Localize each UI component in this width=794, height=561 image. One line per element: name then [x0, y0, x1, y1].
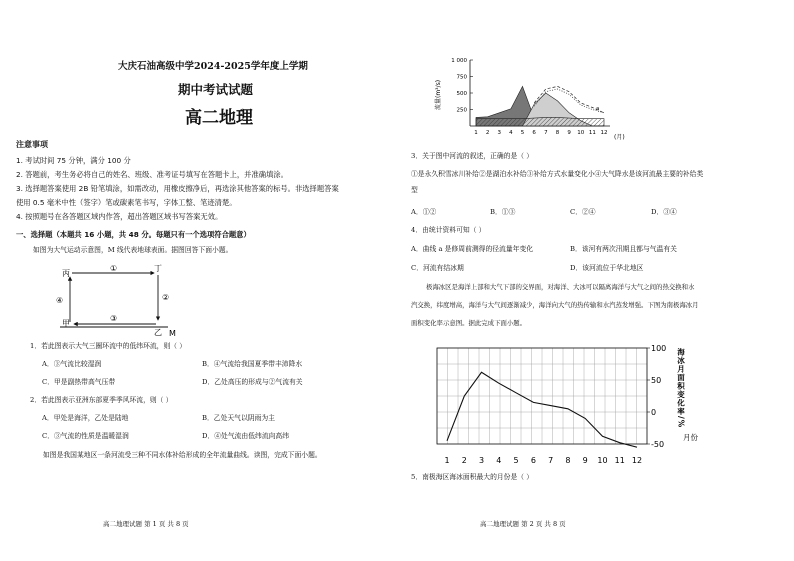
ice-x-tick-label: 5	[513, 456, 519, 465]
flow-y-tick-label: 500	[456, 91, 467, 97]
q2-option-d[interactable]: D．④处气流由低纬流向高纬	[202, 432, 290, 440]
flow-y-tick-label: 250	[456, 107, 467, 114]
q4-stem: 4．由统计资料可知（ ）	[411, 226, 486, 234]
flow-x-tick-label: 5	[520, 130, 525, 136]
q1-stem: 1．若此图表示大气三圈环流中的低纬环流，则（ ）	[30, 342, 187, 350]
q2-stem: 2．若此图表示亚洲东部夏季季风环流，则（ ）	[30, 396, 173, 404]
passage-line-3: 面积变化率示意图。据此完成下面小题。	[411, 319, 527, 327]
q5-stem: 5．南极海区海冰面积最大的月份是（ ）	[411, 473, 534, 481]
q3-option-c[interactable]: C．②④	[570, 208, 596, 216]
flow-y-tick-label: 1 000	[451, 58, 467, 64]
flow-x-tick-label: 9	[567, 130, 571, 136]
passage-line-1: 极海冰区是海洋上部和大气下部的交界面，对海洋、大冰可以隔离海洋与大气之间的热交换和水	[426, 283, 695, 291]
subject-title: 高二地理	[185, 108, 253, 128]
note-1: 1. 考试时间 75 分钟，满分 100 分	[16, 156, 131, 165]
flow-y-tick-label: 750	[456, 74, 467, 81]
q1-option-c[interactable]: C．甲是副热带高气压带	[42, 378, 116, 386]
q3-option-d[interactable]: D．③④	[651, 208, 677, 216]
ice-x-tick-label: 12	[631, 456, 643, 465]
q1-option-d[interactable]: D．乙处高压的形成与②气流有关	[202, 378, 303, 386]
ice-y-tick-label: 100	[651, 344, 667, 353]
q2-option-c[interactable]: C．③气流的性质是温暖湿润	[42, 432, 129, 440]
q3-stem: 3．关于图中河流的叙述，正确的是（ ）	[411, 152, 534, 160]
ice-x-tick-label: 8	[565, 456, 571, 465]
note-3: 3. 选择题答案使用 2B 铅笔填涂，如需改动，用橡皮擦净后，再选涂其他答案的标号。非选择题答案	[16, 184, 339, 193]
flow-x-tick-label: 7	[544, 130, 548, 136]
ice-y-tick-label: 50	[651, 376, 662, 385]
ice-y-tick-label: -50	[651, 440, 665, 449]
arrow-label-3: ③	[110, 314, 118, 323]
ice-x-tick-label: 11	[614, 456, 625, 465]
corner-bing: 丙	[62, 269, 70, 278]
ice-x-label: 月份	[683, 433, 698, 442]
river-flow-chart	[430, 52, 630, 144]
flow-chart-plot	[451, 58, 610, 136]
flow-x-tick-label: 4	[509, 130, 513, 136]
intro-2: 如图是我国某地区一条河流受三种不同水体补给形成的全年流量曲线。读图，完成下面小题。	[43, 451, 322, 459]
arrow-label-2: ②	[162, 293, 170, 302]
flow-x-tick-label: 12	[600, 130, 608, 136]
q3-statements-cont: 型	[411, 186, 418, 194]
note-2: 2. 答题前，考生务必将自己的姓名、班级、准考证号填写在答题卡上，并准确填涂。	[16, 170, 288, 179]
q4-option-d[interactable]: D．该河流位于华北地区	[570, 264, 644, 272]
sea-ice-chart	[425, 340, 705, 470]
flow-x-tick-label: 8	[555, 130, 560, 136]
corner-jia: 甲	[62, 319, 70, 328]
q2-option-a[interactable]: A．甲处是海洋，乙处是陆地	[42, 414, 129, 422]
circulation-diagram	[50, 262, 190, 340]
flow-x-label: (月)	[614, 134, 625, 141]
q3-option-a[interactable]: A．①②	[411, 208, 437, 216]
q3-option-b[interactable]: B．①③	[490, 208, 516, 216]
flow-x-tick-label: 3	[497, 130, 502, 136]
ice-x-tick-label: 3	[478, 456, 485, 465]
flow-x-tick-label: 10	[577, 130, 585, 136]
corner-ding: 丁	[154, 264, 162, 273]
ice-x-tick-label: 1	[444, 456, 450, 465]
q4-option-c[interactable]: C．河流有结冰期	[411, 264, 464, 272]
flow-x-tick-label: 11	[588, 130, 596, 136]
ice-x-tick-label: 6	[530, 456, 536, 465]
arrow-label-1: ①	[110, 264, 118, 273]
q4-option-b[interactable]: B．该河有两次汛期且都与气温有关	[570, 245, 677, 253]
section-1-heading: 一、选择题（本题共 16 小题，共 48 分。每题只有一个选项符合题意）	[16, 230, 251, 239]
corner-yi: 乙	[154, 328, 162, 337]
exam-title: 期中考试试题	[178, 82, 254, 97]
ice-y-label: 海冰月面积变化率/%	[676, 348, 686, 429]
q1-option-b[interactable]: B．④气流给我国夏季带丰沛降水	[202, 360, 303, 368]
line-label-m: M	[169, 329, 176, 338]
note-4: 使用 0.5 毫米中性（签字）笔或碳素笔书写，字体工整、笔迹清楚。	[16, 198, 237, 207]
note-5: 4. 按照题号在各答题区域内作答，超出答题区域书写答案无效。	[16, 212, 223, 221]
flow-y-label: 流量(m³/s)	[435, 79, 442, 110]
flow-series-label: a	[596, 105, 600, 112]
passage-line-2: 汽交换，纬度增高，海洋与大气间逐渐减少，海洋向大气的热传输和水汽蒸发增强。下图为南极海冰月	[411, 301, 699, 309]
q4-option-a[interactable]: A．曲线 a 是修周前测得的径流量年变化	[411, 245, 534, 253]
school-title: 大庆石油高级中学2024-2025学年度上学期	[118, 61, 308, 72]
page-2-footer: 高二地理试题 第 2 页 共 8 页	[480, 520, 566, 528]
flow-series-area-2	[476, 117, 604, 126]
flow-x-tick-label: 1	[474, 130, 478, 136]
ice-x-tick-label: 2	[461, 456, 467, 465]
q1-option-a[interactable]: A．③气流比较湿润	[42, 360, 102, 368]
notes-heading: 注意事项	[16, 140, 48, 149]
q3-statements: ①是永久积雪冰川补给②是湖泊水补给③补给方式水量变化小④大气降水是该河流最主要的补给类	[411, 170, 704, 178]
flow-x-tick-label: 2	[485, 130, 490, 136]
intro-1: 如图为大气运动示意图，M 线代表地球表面。据图回答下面小题。	[33, 246, 233, 254]
ice-x-tick-label: 4	[496, 456, 502, 465]
ice-x-tick-label: 10	[597, 456, 608, 465]
ice-x-tick-label: 9	[582, 456, 588, 465]
ice-x-tick-label: 7	[548, 456, 554, 465]
q2-option-b[interactable]: B．乙处天气以阴雨为主	[202, 414, 275, 422]
page-1-footer: 高二地理试题 第 1 页 共 8 页	[103, 520, 189, 528]
arrow-label-4: ④	[56, 296, 64, 305]
flow-x-tick-label: 6	[532, 130, 536, 136]
ice-y-tick-label: 0	[651, 408, 657, 417]
sea-ice-plot	[437, 344, 666, 465]
